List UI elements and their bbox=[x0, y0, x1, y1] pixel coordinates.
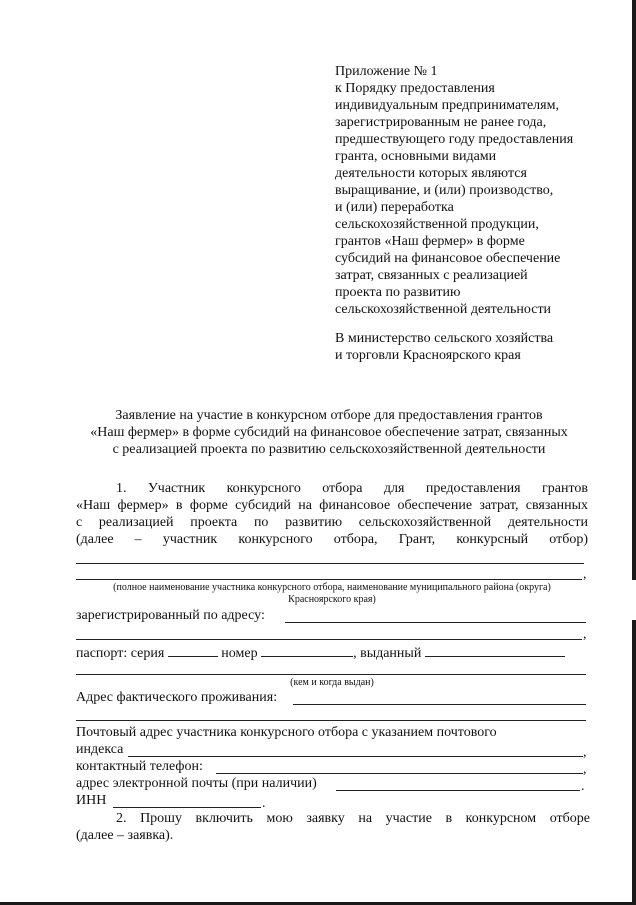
appendix-line: затрат, связанных с реализацией bbox=[335, 268, 528, 283]
paragraph1-line: «Наш фермер» в форме субсидий на финансовое обеспечение затрат, связанных bbox=[76, 498, 588, 513]
appendix-block bbox=[335, 63, 603, 364]
title-line: Заявление на участие в конкурсном отборе для предоставления грантов bbox=[115, 408, 543, 423]
paragraph2-line: (далее – заявка). bbox=[76, 828, 174, 843]
appendix-line: деятельности которых являются bbox=[335, 166, 527, 181]
scan-edge-right bbox=[632, 0, 636, 905]
postal-index-field[interactable] bbox=[128, 756, 583, 757]
email-field[interactable] bbox=[336, 790, 580, 791]
period: . bbox=[262, 796, 266, 811]
paragraph1-line: (далее – участник конкурсного отбора, Грант, конкурсный отбор) bbox=[76, 532, 588, 547]
comma: , bbox=[583, 745, 587, 760]
paragraph1-line: с реализацией проекта по развитию сельскохозяйственной деятельности bbox=[76, 515, 588, 530]
appendix-line: сельскохозяйственной продукции, bbox=[335, 217, 539, 232]
appendix-line: зарегистрированным не ранее года, bbox=[335, 115, 547, 130]
passport-issued-field-2[interactable] bbox=[76, 674, 586, 675]
appendix-line: гранта, основными видами bbox=[335, 149, 497, 164]
passport-number-field[interactable] bbox=[261, 643, 353, 657]
actual-address-label: Адрес фактического проживания: bbox=[76, 690, 278, 705]
appendix-line: Приложение № 1 bbox=[335, 64, 438, 79]
issued-caption: (кем и когда выдан) bbox=[290, 677, 374, 688]
period: . bbox=[581, 779, 585, 794]
email-label: адрес электронной почты (при наличии) bbox=[76, 776, 317, 791]
appendix-line: и (или) переработка bbox=[335, 200, 454, 215]
appendix-line: грантов «Наш фермер» в форме bbox=[335, 234, 525, 249]
phone-field[interactable] bbox=[216, 773, 583, 774]
appendix-line: проекта по развитию bbox=[335, 285, 461, 300]
comma: , bbox=[583, 567, 587, 582]
addressee-line: В министерство сельского хозяйства bbox=[335, 331, 554, 346]
comma: , bbox=[583, 627, 587, 642]
passport-number-label: номер bbox=[221, 646, 258, 661]
document-title bbox=[68, 407, 590, 458]
appendix-line: предшествующего году предоставления bbox=[335, 132, 574, 147]
participant-name-line[interactable] bbox=[76, 563, 584, 564]
passport-issued-label: , выданный bbox=[353, 646, 422, 661]
postal-index-label: индекса bbox=[76, 742, 124, 757]
postal-address-label: Почтовый адрес участника конкурсного отбора с указанием почтового bbox=[76, 725, 497, 740]
paragraph1-line: 1. Участник конкурсного отбора для предоставления грантов bbox=[116, 481, 588, 496]
name-caption: (полное наименование участника конкурсного отбора, наименование муниципального района (округа) bbox=[113, 582, 551, 593]
inn-field[interactable] bbox=[113, 807, 261, 808]
passport-series-field[interactable] bbox=[168, 643, 218, 657]
passport-series-label: паспорт: серия bbox=[76, 646, 165, 661]
phone-label: контактный телефон: bbox=[76, 759, 203, 774]
title-line: «Наш фермер» в форме субсидий на финансовое обеспечение затрат, связанных bbox=[90, 425, 568, 440]
appendix-line: выращивание, и (или) производство, bbox=[335, 183, 554, 198]
title-line: с реализацией проекта по развитию сельскохозяйственной деятельности bbox=[112, 442, 546, 457]
appendix-line: индивидуальным предпринимателям, bbox=[335, 98, 559, 113]
passport-row bbox=[76, 643, 588, 662]
addressee-line: и торговли Красноярского края bbox=[335, 348, 521, 363]
registered-address-field[interactable] bbox=[285, 622, 586, 623]
inn-label: ИНН bbox=[76, 793, 107, 808]
registered-address-field-2[interactable] bbox=[76, 639, 582, 640]
participant-name-line-2[interactable] bbox=[76, 579, 582, 580]
name-caption-2: Красноярского края) bbox=[288, 594, 376, 605]
passport-issued-field[interactable] bbox=[425, 643, 565, 657]
actual-address-field-2[interactable] bbox=[76, 720, 586, 721]
appendix-line: сельскохозяйственной деятельности bbox=[335, 302, 552, 317]
appendix-line: субсидий на финансовое обеспечение bbox=[335, 251, 561, 266]
comma: , bbox=[583, 762, 587, 777]
registered-address-label: зарегистрированный по адресу: bbox=[76, 608, 265, 623]
appendix-line: к Порядку предоставления bbox=[335, 81, 495, 96]
actual-address-field[interactable] bbox=[293, 704, 586, 705]
paragraph2-line: 2. Прошу включить мою заявку на участие в конкурсном отборе bbox=[116, 811, 590, 826]
